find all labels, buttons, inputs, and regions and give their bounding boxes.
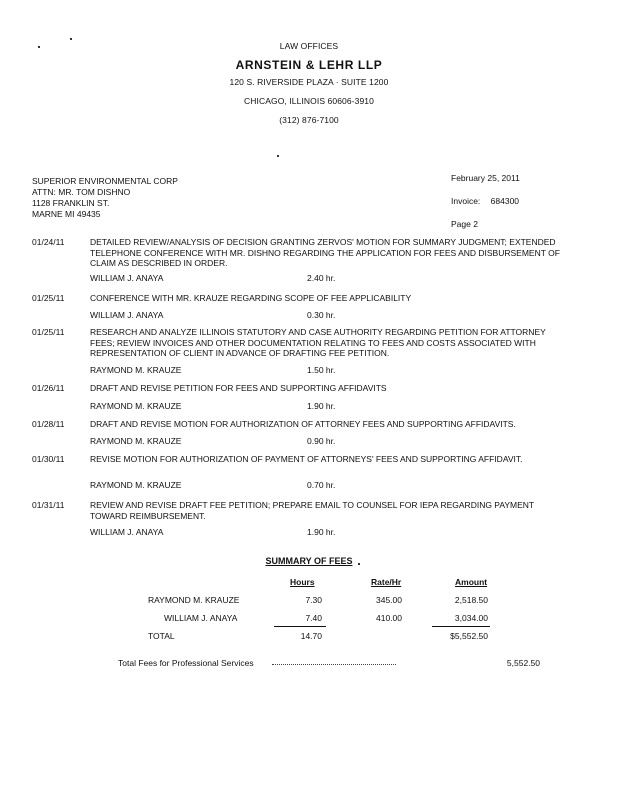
summary-row-rate: 345.00	[376, 595, 402, 605]
entry-description: DRAFT AND REVISE MOTION FOR AUTHORIZATION OF ATTORNEY FEES AND SUPPORTING AFFIDAVITS.	[90, 419, 516, 429]
summary-row-name: RAYMOND M. KRAUZE	[148, 595, 240, 605]
footer-total-amount: 5,552.50	[506, 658, 540, 668]
summary-row-hours: 7.40	[305, 613, 322, 623]
entry-date: 01/24/11	[32, 237, 65, 247]
entry-description: REVIEW AND REVISE DRAFT FEE PETITION; PREPARE EMAIL TO COUNSEL FOR IEPA REGARDING PAYMENT TOWARD REIMBURSEMENT.	[90, 500, 534, 521]
invoice-number: 684300	[490, 196, 520, 206]
entry-hours: 0.70 hr.	[307, 480, 336, 490]
entry-attorney: WILLIAM J. ANAYA	[90, 273, 164, 283]
entry-attorney: RAYMOND M. KRAUZE	[90, 436, 182, 446]
entry-date: 01/25/11	[32, 327, 65, 337]
entry-date: 01/30/11	[32, 454, 65, 464]
summary-header-rate: Rate/Hr	[371, 577, 402, 587]
summary-total-label: TOTAL	[148, 631, 175, 641]
entry-attorney: WILLIAM J. ANAYA	[90, 310, 164, 320]
invoice-number-row	[451, 196, 519, 207]
entry-attorney: RAYMOND M. KRAUZE	[90, 480, 182, 490]
entry-date: 01/31/11	[32, 500, 65, 510]
entry-hours: 1.90 hr.	[307, 401, 336, 411]
entry-description: REVISE MOTION FOR AUTHORIZATION OF PAYMENT OF ATTORNEYS' FEES AND SUPPORTING AFFIDAVIT.	[90, 454, 523, 464]
footer-total-label: Total Fees for Professional Services	[118, 658, 254, 668]
summary-row-amount: 2,518.50	[454, 595, 488, 605]
summary-total-amount: $5,552.50	[450, 631, 488, 641]
entry-hours: 0.30 hr.	[307, 310, 336, 320]
firm-phone: (312) 876-7100	[279, 115, 339, 125]
client-attn: ATTN: MR. TOM DISHNO	[32, 187, 131, 197]
scan-speck	[277, 155, 279, 157]
entry-hours: 1.90 hr.	[307, 527, 336, 537]
invoice-label: Invoice:	[451, 196, 481, 206]
summary-total-hours: 14.70	[300, 631, 322, 641]
letterhead-offices: LAW OFFICES	[279, 41, 339, 51]
entry-description: DRAFT AND REVISE PETITION FOR FEES AND SUPPORTING AFFIDAVITS	[90, 383, 387, 393]
entry-description: CONFERENCE WITH MR. KRAUZE REGARDING SCOPE OF FEE APPLICABILITY	[90, 293, 412, 303]
summary-amount-rule	[432, 626, 490, 627]
summary-title: SUMMARY OF FEES	[265, 556, 353, 566]
summary-row-rate: 410.00	[376, 613, 402, 623]
entry-description: DETAILED REVIEW/ANALYSIS OF DECISION GRANTING ZERVOS' MOTION FOR SUMMARY JUDGMENT; EXTENDED TELEPHONE CONFERENCE WITH MR. DISHNO REGARDING THE APPLICATION FOR FEES AND DISBURSEMENT OF CLAIM AS DESCRIBED IN ORDER.	[90, 237, 560, 268]
summary-row-name: WILLIAM J. ANAYA	[164, 613, 238, 623]
entry-date: 01/26/11	[32, 383, 65, 393]
entry-attorney: RAYMOND M. KRAUZE	[90, 401, 182, 411]
client-name: SUPERIOR ENVIRONMENTAL CORP	[32, 176, 178, 186]
page-number: Page 2	[451, 219, 478, 229]
client-city: MARNE MI 49435	[32, 209, 101, 219]
summary-header-hours: Hours	[290, 577, 315, 587]
client-street: 1128 FRANKLIN ST.	[32, 198, 110, 208]
summary-row-hours: 7.30	[305, 595, 322, 605]
summary-header-amount: Amount	[455, 577, 488, 587]
firm-city: CHICAGO, ILLINOIS 60606-3910	[244, 96, 374, 106]
summary-row-amount: 3,034.00	[454, 613, 488, 623]
entry-attorney: RAYMOND M. KRAUZE	[90, 365, 182, 375]
entry-description: RESEARCH AND ANALYZE ILLINOIS STATUTORY AND CASE AUTHORITY REGARDING PETITION FOR ATTORNEY FEES; REVIEW INVOICES AND OTHER DOCUMENTATION RELATING TO FEES AND COSTS ASSOCIATED WITH REPRESENTATION OF CLIENT IN ADVANCE OF DRAFTING FEE PETITION.	[90, 327, 546, 358]
entry-hours: 0.90 hr.	[307, 436, 336, 446]
entry-date: 01/28/11	[32, 419, 65, 429]
firm-name: ARNSTEIN & LEHR LLP	[235, 58, 383, 72]
footer-dot-leader	[272, 664, 396, 665]
entry-date: 01/25/11	[32, 293, 65, 303]
entry-hours: 2.40 hr.	[307, 273, 336, 283]
entry-attorney: WILLIAM J. ANAYA	[90, 527, 164, 537]
firm-address: 120 S. RIVERSIDE PLAZA · SUITE 1200	[229, 77, 389, 87]
invoice-date: February 25, 2011	[451, 173, 520, 183]
scan-speck	[70, 38, 72, 40]
entry-hours: 1.50 hr.	[307, 365, 336, 375]
summary-hours-rule	[274, 626, 326, 627]
